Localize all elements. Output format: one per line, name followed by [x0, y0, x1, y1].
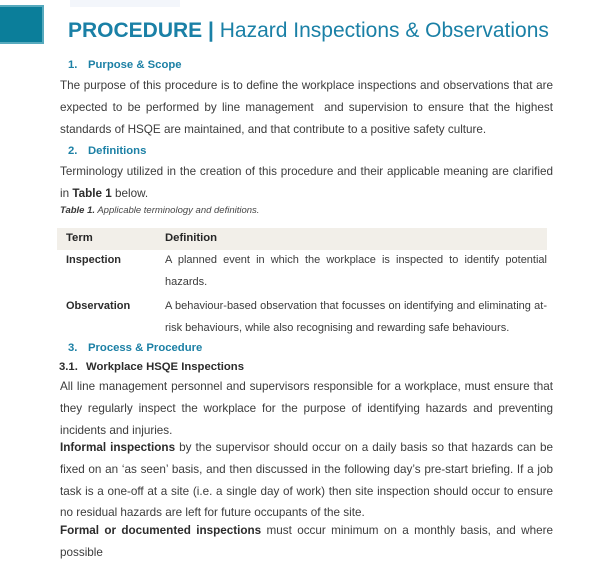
section-1-paragraph: The purpose of this procedure is to define the workplace inspections and observations that are expected to be performed by line management and supervision to ensure that the highest standards of HSQE are maintained, and that contribute to a positive safety culture.: [60, 79, 553, 136]
section-1-heading: [60, 58, 182, 72]
section-3-number: 3.: [68, 342, 78, 354]
section-1-number: 1.: [68, 59, 78, 71]
section-3-paragraph-2: Informal inspections by the supervisor should occur on a daily basis so that hazards can be fixed on an ‘as seen’ basis, and then discussed in the following day’s pre-start briefing. If a job task is a one-off at a site (i.e. a single day of work) then site inspection should occur to ensure no residual hazards are left for future occupants of the site.: [60, 441, 553, 520]
section-3-1-number: 3.1.: [59, 361, 78, 373]
section-2-paragraph: Terminology utilized in the creation of this procedure and their applicable meaning are clarified in Table 1 below.: [60, 165, 553, 200]
table-row: [57, 250, 547, 294]
section-3-paragraph-1: All line management personnel and supervisors responsible for a workplace, must ensure that they regularly inspect the workplace for the purpose of identifying hazards and preventing incidents and injuries.: [60, 380, 553, 437]
term-cell-inspection: Inspection: [66, 253, 122, 266]
column-header-definition: Definition: [165, 228, 547, 250]
section-2-title: Definitions: [88, 145, 147, 157]
section-3-1-heading: [59, 360, 244, 374]
section-3-paragraph-3: Formal or documented inspections must occur minimum on a monthly basis, and where possible: [60, 524, 553, 559]
definitions-table-header-row: [57, 228, 547, 250]
definition-cell-inspection: A planned event in which the workplace is inspected to identify potential hazards.: [165, 253, 547, 288]
table-1-caption: Table 1. Applicable terminology and definitions.: [60, 205, 260, 216]
term-cell-observation: Observation: [66, 300, 131, 313]
section-3-title: Process & Procedure: [88, 342, 203, 354]
column-header-term: Term: [57, 228, 165, 250]
page-title: [68, 19, 549, 42]
brand-teal-square: [0, 5, 44, 44]
table-row: [57, 293, 547, 340]
top-light-bar: [70, 0, 180, 7]
definition-cell-observation: A behaviour-based observation that focusses on identifying and eliminating at-risk behaviours, while also recognising and rewarding safe behaviours.: [165, 300, 547, 335]
section-2-number: 2.: [68, 145, 78, 157]
section-1-title: Purpose & Scope: [88, 59, 182, 71]
section-3-heading: [60, 341, 202, 355]
page-title-subject: Hazard Inspections & Observations: [219, 19, 549, 42]
definitions-table: [57, 228, 547, 340]
section-3-1-title: Workplace HSQE Inspections: [86, 361, 244, 373]
section-2-heading: [60, 144, 146, 158]
page-title-kind: PROCEDURE |: [68, 19, 220, 42]
